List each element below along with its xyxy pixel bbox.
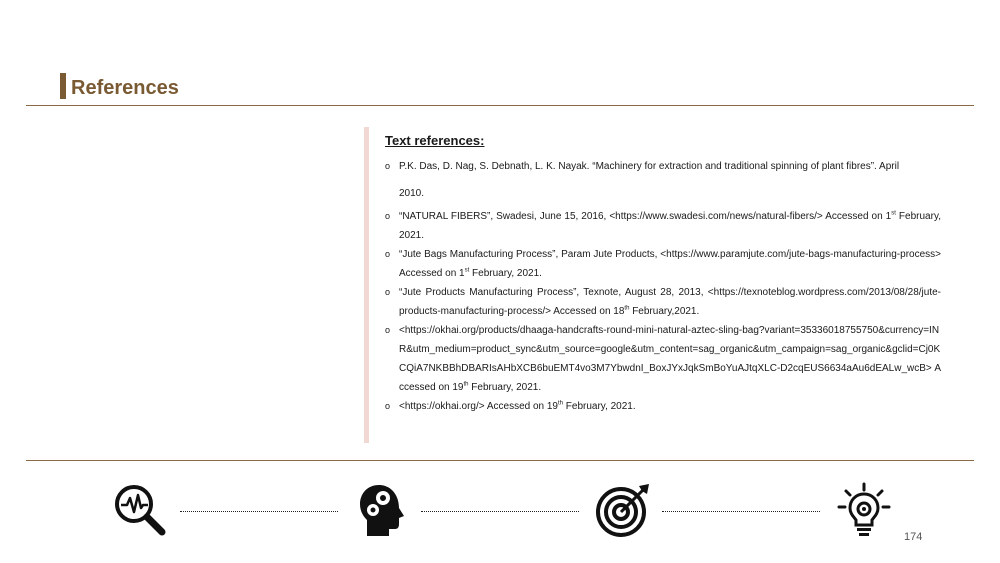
reference-text-end: February, 2021. xyxy=(563,401,636,412)
ordinal-suffix: th xyxy=(558,400,564,407)
reference-text: P.K. Das, D. Nag, S. Debnath, L. K. Nayak. “Machinery for extraction and traditional spinning of plant fibres”. April xyxy=(399,161,900,172)
reference-item-continued xyxy=(385,184,941,203)
reference-text-end: February, 2021. xyxy=(469,268,542,279)
ordinal-suffix: th xyxy=(624,305,630,312)
reference-text: <https://okhai.org/> Accessed on 19 xyxy=(399,401,558,412)
ordinal-suffix: st xyxy=(891,210,896,217)
bullet-icon: o xyxy=(385,211,391,221)
bullet-icon: o xyxy=(385,161,391,171)
head-gears-icon xyxy=(355,482,411,538)
target-arrow-icon xyxy=(595,482,651,538)
header-divider xyxy=(26,105,974,106)
reference-item xyxy=(385,283,941,321)
bullet-icon: o xyxy=(385,325,391,335)
page-number: 174 xyxy=(904,531,923,543)
reference-text-end: February, 2021. xyxy=(399,211,941,241)
reference-item xyxy=(385,245,941,283)
reference-item xyxy=(385,207,941,245)
bullet-icon: o xyxy=(385,287,391,297)
title-accent-bar xyxy=(60,73,66,99)
reference-text-end: February,2021. xyxy=(629,306,700,317)
reference-text: <https://okhai.org/products/dhaaga-handcrafts-round-mini-natural-aztec-sling-bag?variant=35336018755750&currency=INR&utm_medium=product_sync&utm_source=google&utm_content=sag_organic&utm_campaign=sag_organic&gclid=Cj0KCQiA7NKBBhDBARIsAHbXCB6buEMT4vo3M7YbwdnI_BoxJYxJqkSmBoYuAJtqXLC-D2cqEUS6634aAu6dEALw_wcB> Accessed on 19 xyxy=(399,325,941,393)
reference-list xyxy=(385,157,941,416)
reference-text: “NATURAL FIBERS”, Swadesi, June 15, 2016, <https://www.swadesi.com/news/natural-fibers/> Accessed on 1 xyxy=(399,211,892,222)
page-title: References xyxy=(71,77,179,99)
reference-item xyxy=(385,157,941,176)
reference-item xyxy=(385,321,941,397)
footer-divider xyxy=(26,460,974,461)
magnifier-pulse-icon xyxy=(112,482,168,538)
references-heading: Text references: xyxy=(385,133,485,148)
reference-text: “Jute Bags Manufacturing Process”, Param Jute Products, <https://www.paramjute.com/jute-bags-manufacturing-process> Accessed on 1 xyxy=(399,249,941,279)
reference-item xyxy=(385,397,941,416)
references-section xyxy=(385,133,941,416)
lightbulb-gear-icon xyxy=(836,482,892,538)
dotted-connector xyxy=(421,511,579,512)
ordinal-suffix: st xyxy=(464,267,470,274)
bullet-icon: o xyxy=(385,249,391,259)
reference-text-continued: 2010. xyxy=(399,188,425,199)
ordinal-suffix: th xyxy=(463,381,469,388)
reference-text-end: February, 2021. xyxy=(468,382,542,393)
dotted-connector xyxy=(662,511,820,512)
bullet-icon: o xyxy=(385,401,391,411)
reference-text: “Jute Products Manufacturing Process”, Texnote, August 28, 2013, <https://texnoteblog.wordpress.com/2013/08/28/jute-products-manufacturing-process/> Accessed on 18 xyxy=(399,287,941,317)
content-accent-bar xyxy=(364,127,369,443)
dotted-connector xyxy=(180,511,338,512)
